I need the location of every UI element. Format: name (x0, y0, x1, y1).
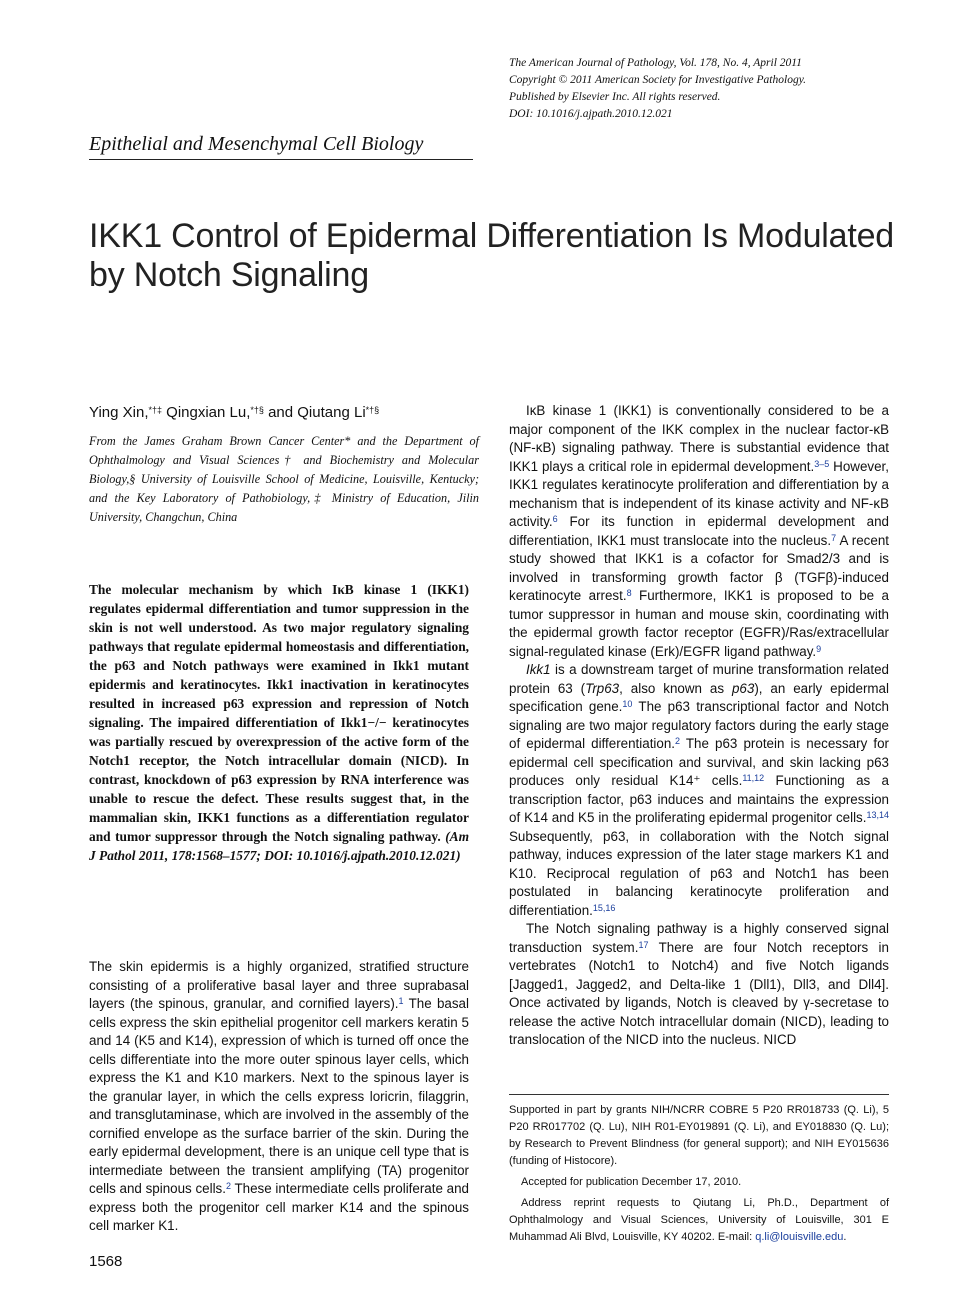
body-text: However, IKK1 regulates keratinocyte proliferation and differentiation by a mechanism that is independent of its kinase activity and NF-κB activity. (509, 458, 889, 529)
body-paragraph (509, 661, 889, 920)
email-link[interactable]: q.li@louisville.edu (755, 1231, 844, 1243)
body-text: IκB kinase 1 (IKK1) is conventionally considered to be a major component of the IKK complex in the nuclear factor-κB (NF-κB) signaling pathway. There is substantial evidence that IKK1 plays a critical role in epidermal development. (509, 403, 889, 474)
gene-name: Ikk1 (526, 662, 551, 677)
footnotes (509, 1102, 889, 1250)
body-text: For its function in epidermal development and differentiation, IKK1 must translocate into the nucleus. (509, 514, 889, 548)
reference-link[interactable]: 3–5 (814, 458, 830, 469)
section-underline (89, 159, 473, 160)
reference-link[interactable]: 15,16 (592, 902, 616, 913)
journal-info (509, 55, 909, 123)
body-text: The Notch signaling pathway is a highly conserved signal transduction system. (509, 921, 889, 955)
author-list (89, 404, 379, 421)
author-affiliation-marks: *†§ (365, 405, 380, 415)
author-name: Qingxian Lu, (162, 404, 251, 421)
author-name: and Qiutang Li (263, 404, 366, 421)
gene-name: p63 (731, 680, 755, 696)
copyright-line: Copyright © 2011 American Society for Investigative Pathology. (509, 74, 807, 86)
reference-link[interactable]: 2 (225, 1181, 231, 1191)
reference-link[interactable]: 9 (816, 643, 822, 654)
body-text: A recent study showed that IKK1 is a cofactor for Smad2/3 and is involved in transforming growth factor β (TGFβ)-induced keratinocyte arrest. (509, 532, 889, 603)
reprint-text: . (843, 1231, 847, 1243)
journal-citation: The American Journal of Pathology, Vol. 178, No. 4, April 2011 (509, 57, 802, 69)
body-text: The p63 transcriptional factor and Notch signaling are two major regulatory factors during the early stage of epidermal differentiation. (509, 699, 889, 751)
article-title: IKK1 Control of Epidermal Differentiation Is Modulated by Notch Signaling (89, 217, 895, 294)
body-text: The skin epidermis is a highly organized, stratified structure consisting of a proliferative basal layer and three suprabasal layers (the spinous, granular, and cornified layers). (89, 959, 469, 1011)
publisher-line: Published by Elsevier Inc. All rights reserved. (509, 91, 721, 103)
doi-line: DOI: 10.1016/j.ajpath.2010.12.021 (509, 108, 673, 120)
body-text: Subsequently, p63, in collaboration with the Notch signal pathway, induces expression of the later stage markers K1 and K10. Reciprocal regulation of p63 and Notch1 has been postulated in balancing keratinocyte proliferation and differentiation. (509, 828, 889, 918)
body-paragraph (509, 920, 889, 1050)
abstract (89, 580, 469, 865)
reprint-request (509, 1195, 889, 1246)
affiliations: From the James Graham Brown Cancer Center* and the Department of Ophthalmology and Visual Sciences† and Biochemistry and Molecular Biology,§ University of Louisville School of Medicine, Louisville, Kentucky; and the Key Laboratory of Pathobiology,‡ Ministry of Education, Jilin University, Changchun, China (89, 434, 479, 524)
body-text: There are four Notch receptors in vertebrates (Notch1 to Notch4) and five Notch ligands [Jagged1, Jagged2, and Delta-like 1 (Dll1), Dll3, and Dll4]. Once activated by ligands, Notch is cleaved by γ-secretase to release the active Notch intracellular domain (NICD), leading to translocation of the NICD into the nucleus. NICD (509, 939, 889, 1047)
body-text: is a downstream target of murine transformation related protein 63 ( (509, 662, 889, 696)
funding-note: Supported in part by grants NIH/NCRR COBRE 5 P20 RR018733 (Q. Li), 5 P20 RR017702 (Q. Lu), NIH R01-EY019891 (Q. Li), and EY018830 (Q. Lu); by Research to Prevent Blindness (for general support); and NIH EY015636 (funding of Histocore). (509, 1104, 889, 1167)
section-heading: Epithelial and Mesenchymal Cell Biology (89, 133, 424, 155)
reference-link[interactable]: 8 (626, 588, 632, 598)
reference-link[interactable]: 6 (552, 514, 558, 524)
reference-link[interactable]: 10 (622, 699, 633, 709)
reference-link[interactable]: 7 (831, 532, 837, 543)
body-text: Furthermore, IKK1 is proposed to be a tumor suppressor in human and mouse skin, coordinating with the epidermal growth factor receptor (EGFR)/Ras/extracellular signal-regulated kinase (Erk)/EGFR ligand pathway. (509, 588, 889, 659)
left-column-body (89, 958, 469, 1236)
abstract-citation: (Am J Pathol 2011, 178:1568–1577; DOI: 10.1016/j.ajpath.2010.12.021) (89, 829, 469, 863)
body-text: ), an early epidermal specification gene. (509, 680, 889, 714)
reprint-text: Address reprint requests to Qiutang Li, Ph.D., Department of Ophthalmology and Visual Sciences, University of Louisville, 301 E Muhammad Ali Blvd, Louisville, KY 40202. E-mail: (509, 1197, 889, 1243)
reference-link[interactable]: 13,14 (866, 810, 889, 820)
reference-link[interactable]: 2 (675, 736, 681, 746)
body-paragraph (509, 402, 889, 661)
acceptance-date: Accepted for publication December 17, 2010. (521, 1176, 742, 1188)
page-number: 1568 (89, 1253, 123, 1270)
author-affiliation-marks: *†‡ (148, 405, 162, 415)
gene-name: Trp63 (585, 680, 620, 696)
footnote-divider (509, 1094, 889, 1095)
reference-link[interactable]: 11,12 (742, 773, 765, 783)
body-text: The p63 protein is necessary for epidermal cell specification and survival, and skin lacking p63 produces only residual K14⁺ cells. (509, 736, 889, 788)
reference-link[interactable]: 17 (638, 939, 649, 950)
abstract-text: The molecular mechanism by which IκB kinase 1 (IKK1) regulates epidermal differentiation and tumor suppression in the skin is not well understood. As two major regulatory signaling pathways that regulate epidermal homeostasis and differentiation, the p63 and Notch pathways were examined in Ikk1 mutant epidermis and keratinocytes. Ikk1 inactivation in keratinocytes resulted in increased p63 expression and repression of Notch signaling. The impaired differentiation of Ikk1−/− keratinocytes was partially rescued by overexpression of the active form of the Notch1 receptor, the Notch intracellular domain (NICD). In contrast, knockdown of p63 expression by RNA interference was unable to rescue the defect. These results suggest that, in the mammalian skin, IKK1 functions as a differentiation regulator and tumor suppressor through the Notch signaling pathway. (89, 582, 469, 844)
body-text: These intermediate cells proliferate and express both the progenitor cell marker K14 and the spinous cell marker K1. (89, 1181, 469, 1233)
body-text: , also known as (619, 680, 732, 696)
body-text: The basal cells express the skin epithelial progenitor cell markers keratin 5 and 14 (K5 and K14), expression of which is turned off once the cells differentiate into the more outer spinous layer cells, which express the K1 and K10 markers. Next to the spinous layer is the granular layer, in which the cells express loricrin, filaggrin, and transglutaminase, which are involved in the assembly of the cornified envelope as the surface barrier of the skin. During the early epidermal development, there is an unique cell type that is intermediate between the transient amplifying (TA) progenitor cells and spinous cells. (89, 996, 469, 1196)
reference-link[interactable]: 1 (398, 996, 404, 1006)
right-column-body (509, 402, 889, 1050)
author-affiliation-marks: *†§ (250, 405, 264, 415)
body-paragraph (89, 958, 469, 1236)
author-name: Ying Xin, (89, 404, 149, 421)
body-text: Functioning as a transcription factor, p63 induces and maintains the expression of K14 and K5 in the proliferating epidermal progenitor cells. (509, 773, 890, 825)
